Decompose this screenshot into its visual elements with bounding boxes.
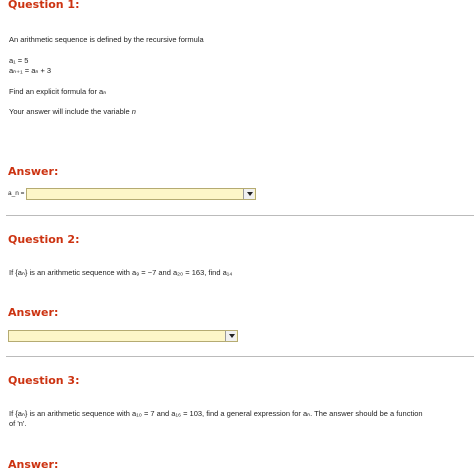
question-1-intro: An arithmetic sequence is defined by the recursive formula	[9, 35, 204, 44]
chevron-down-icon[interactable]	[243, 189, 254, 199]
question-1-field-label: a_n =	[8, 190, 25, 197]
question-1-answer-label: Answer:	[8, 165, 59, 178]
question-1-recursive-formula: aₙ₊₁ = aₙ + 3	[9, 66, 52, 75]
question-1-note	[9, 107, 136, 117]
question-2-text: If {aₙ} is an arithmetic sequence with a₉ = −7 and a₂₀ = 163, find a₁₄	[9, 268, 233, 277]
separator	[6, 215, 474, 216]
question-1-initial-term: a₁ = 5	[9, 56, 29, 65]
question-1-answer-select[interactable]	[26, 188, 256, 200]
question-2-title: Question 2:	[8, 233, 80, 246]
question-3-answer-label: Answer:	[8, 458, 59, 471]
question-1-note-variable: n	[131, 107, 136, 116]
question-3-title: Question 3:	[8, 374, 80, 387]
chevron-down-icon[interactable]	[225, 331, 236, 341]
question-1-instruction: Find an explicit formula for aₙ	[9, 87, 107, 96]
question-3-text: If {aₙ} is an arithmetic sequence with a₁₀ = 7 and a₁₆ = 103, find a general expression for aₙ. The answer should be a function of 'n'.	[9, 409, 423, 428]
question-2-answer-label: Answer:	[8, 306, 59, 319]
separator	[6, 356, 474, 357]
question-2-answer-select[interactable]	[8, 330, 238, 342]
question-1-title: Question 1:	[8, 0, 80, 11]
question-1-note-text: Your answer will include the variable	[9, 107, 132, 116]
